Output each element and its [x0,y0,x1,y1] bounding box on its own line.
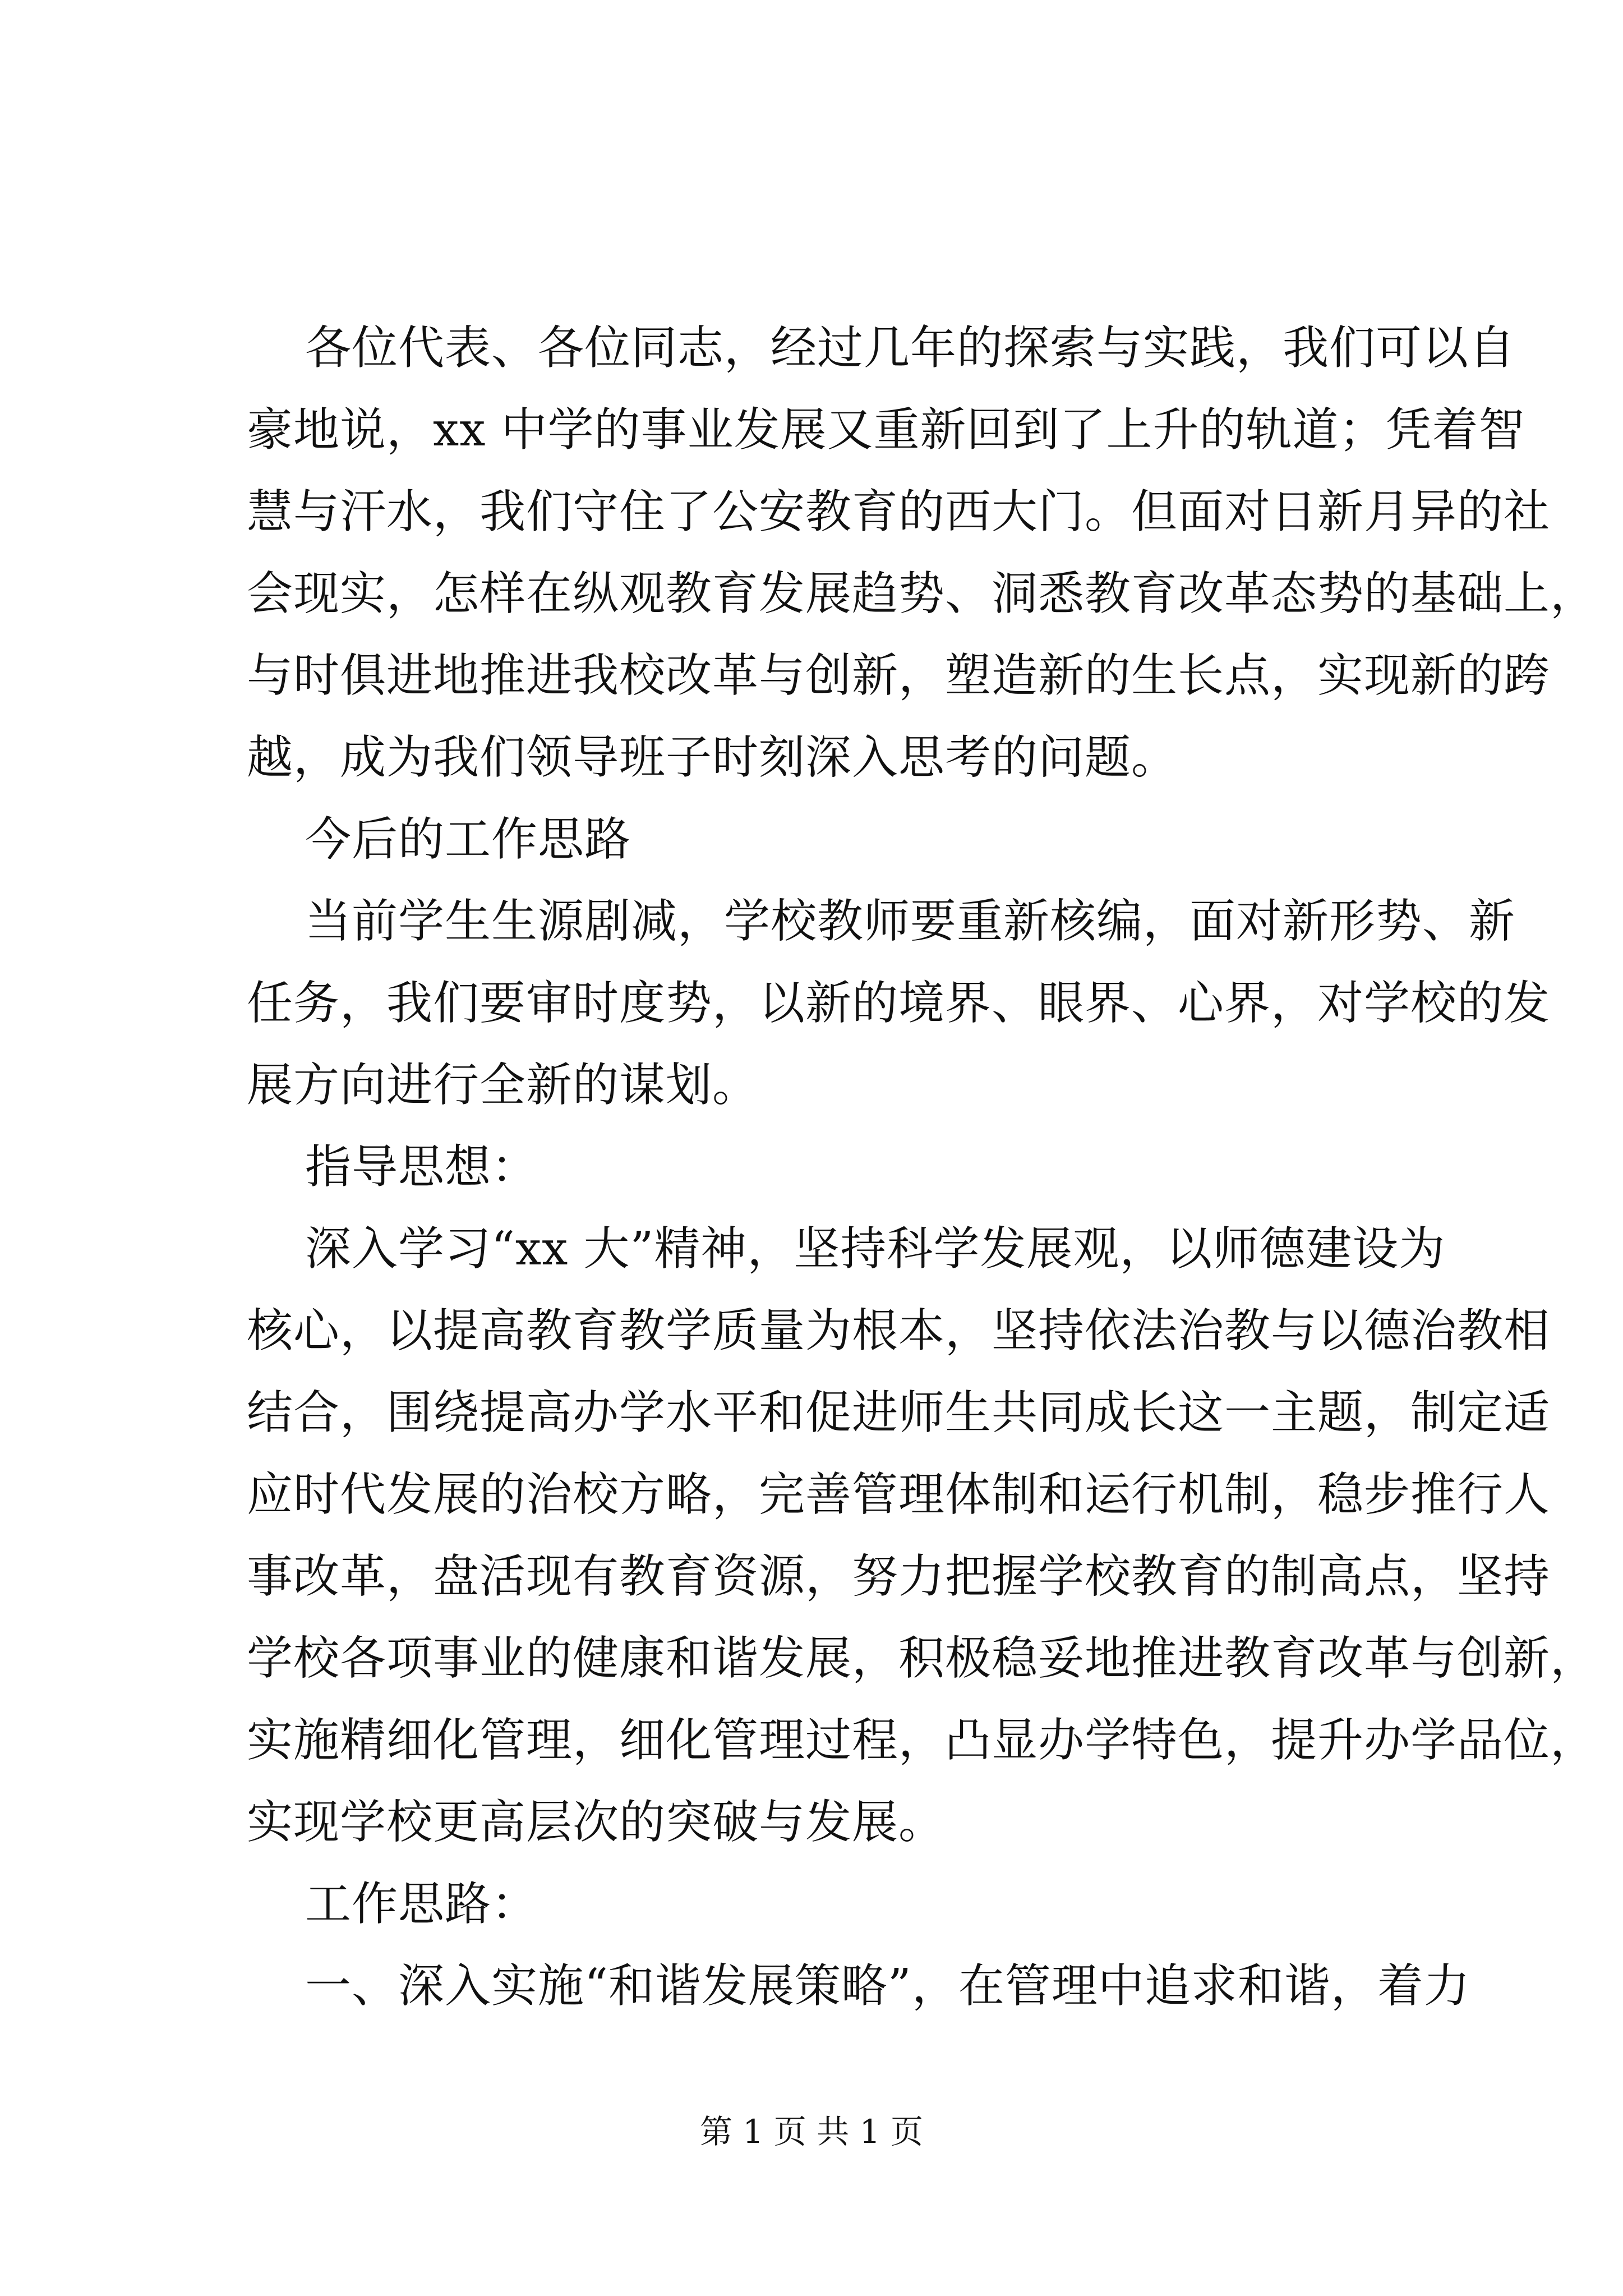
text-line: 今后的工作思路 [305,813,631,866]
text-line: 应时代发展的治校方略，完善管理体制和运行机制，稳步推行人 [247,1468,1551,1521]
text-line: 事改革，盘活现有教育资源，努力把握学校教育的制高点，坚持 [247,1550,1551,1603]
text-line: 当前学生生源剧减，学校教师要重新核编，面对新形势、新 [305,895,1516,948]
document-body [247,307,1597,2027]
text-line: 任务，我们要审时度势，以新的境界、眼界、心界，对学校的发 [247,977,1551,1030]
text-line: 学校各项事业的健康和谐发展，积极稳妥地推进教育改革与创新， [247,1632,1597,1685]
text-line: 一、深入实施“和谐发展策略”，在管理中追求和谐，着力 [305,1959,1470,2013]
text-line: 核心，以提高教育教学质量为根本，坚持依法治教与以德治教相 [247,1304,1551,1358]
text-line: 工作思路： [305,1878,538,1931]
text-line: 实施精细化管理，细化管理过程，凸显办学特色，提升办学品位， [247,1714,1597,1767]
text-line: 结合，围绕提高办学水平和促进师生共同成长这一主题，制定适 [247,1386,1551,1439]
text-line: 慧与汗水，我们守住了公安教育的西大门。但面对日新月异的社 [247,485,1551,539]
text-line: 与时俱进地推进我校改革与创新，塑造新的生长点，实现新的跨 [247,649,1551,702]
text-line: 豪地说，xx 中学的事业发展又重新回到了上升的轨道；凭着智 [247,403,1525,457]
text-line: 越，成为我们领导班子时刻深入思考的问题。 [247,731,1178,784]
text-line: 深入学习“xx 大”精神，坚持科学发展观，以师德建设为 [305,1222,1446,1276]
text-line: 会现实，怎样在纵观教育发展趋势、洞悉教育改革态势的基础上， [247,567,1597,620]
text-line: 各位代表、各位同志，经过几年的探索与实践，我们可以自 [305,321,1516,375]
text-line: 指导思想： [305,1140,538,1194]
text-line: 展方向进行全新的谋划。 [247,1059,759,1112]
text-line: 实现学校更高层次的突破与发展。 [247,1796,946,1849]
page-footer: 第 1 页 共 1 页 [700,2113,923,2151]
